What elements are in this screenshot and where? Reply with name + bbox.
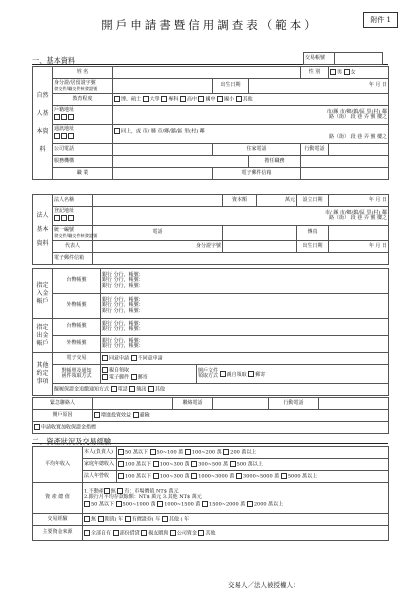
inc-opt: 100~200 萬: [191, 449, 222, 456]
contact-mobile-field[interactable]: [319, 398, 389, 410]
capital-field[interactable]: 萬元: [257, 195, 297, 207]
inc-opt: 50~100 萬: [156, 449, 184, 456]
out-fx-label: 外幣帳號: [53, 336, 101, 353]
corp-income-options: [117, 471, 389, 483]
edu-opt: 專科: [168, 96, 179, 103]
edu-checkbox[interactable]: [236, 96, 242, 102]
exp-checkbox[interactable]: [162, 516, 168, 522]
other-side: 其他約定事項: [33, 353, 53, 396]
tax-label: [53, 226, 98, 241]
in-fx-label: 外幣帳號: [53, 294, 101, 319]
out-account-side: 指定出金帳戶: [33, 319, 53, 353]
email-label: 電子郵件信箱: [213, 168, 301, 180]
exp-checkbox[interactable]: [84, 516, 90, 522]
edu-opt: 博、碩士: [121, 96, 142, 103]
income-label: 平均年收入: [33, 447, 83, 483]
natural-person-table: [32, 66, 389, 180]
corp-checkbox[interactable]: [236, 473, 242, 479]
natural-side-label: 自然人基本資料: [33, 67, 53, 180]
email-opt-label: 電子郵件: [109, 374, 130, 381]
gender-options: [329, 67, 389, 79]
edu-checkbox[interactable]: [161, 96, 167, 102]
job-label: 職 業: [53, 168, 113, 180]
apply-label: 申請收寬加收保證金指標: [41, 424, 97, 431]
exp-opt: 無: [91, 516, 97, 523]
home-phone-label: 住家電話: [213, 144, 301, 156]
corp-opt: 1000~3000 萬: [198, 473, 235, 480]
tot-opt: 50 萬以下: [91, 501, 114, 508]
bank-line: 銀行 分行，帳號：: [102, 296, 144, 303]
phone-label: 電話: [93, 226, 223, 241]
edu-opt: 其他: [242, 96, 253, 103]
reg-addr-text: 戶籍地址: [54, 107, 75, 113]
position-label: 擔任職務: [249, 156, 301, 168]
in-nt-label: 台幣帳號: [53, 269, 101, 294]
accounts-table: [32, 268, 389, 396]
reg-addr-label: [53, 106, 113, 125]
exp-opt: 年: [118, 516, 124, 523]
contact-phone-field[interactable]: [213, 398, 269, 410]
corp-checkbox[interactable]: [281, 473, 287, 479]
inc-checkbox[interactable]: [150, 449, 156, 455]
tax-label-sub: 發交件/職交件核發證號: [54, 233, 98, 238]
family-income-label: 家庭年總收入: [83, 459, 117, 471]
edu-options: [113, 94, 389, 106]
exp-opt: 其他: [168, 516, 179, 523]
est-field[interactable]: 年 月 日: [329, 195, 389, 207]
fax-field[interactable]: [329, 226, 389, 241]
fund-opt: 部份借貸: [119, 530, 140, 536]
tot-checkbox[interactable]: [84, 501, 90, 507]
corp-checkbox[interactable]: [118, 473, 124, 479]
rep-dob-label: 出生日期: [297, 241, 329, 253]
fax-label: 傳真: [297, 226, 329, 241]
fund-checkbox[interactable]: [170, 530, 176, 536]
trade-account-field[interactable]: [335, 53, 383, 65]
bank-line: 銀行 分行，帳號：: [102, 271, 144, 278]
legal-email-field[interactable]: [93, 253, 389, 265]
mobile-field[interactable]: [329, 144, 389, 156]
section-divider: [32, 443, 388, 444]
edu-checkbox[interactable]: [217, 96, 223, 102]
dep-label: 2.銀行月平均存款餘額：NT$: [84, 494, 150, 501]
mail-addr-field[interactable]: [113, 125, 389, 144]
mail-addr-text: 通訊地址: [54, 126, 75, 132]
in-nt-field[interactable]: [101, 269, 389, 294]
mail-line2: 路（街） 段 巷 弄 號 樓之: [329, 133, 387, 140]
self-income-label: 本人(負責人): [83, 447, 117, 459]
edu-label: 教育程度: [53, 94, 113, 106]
exp-opt: 期貨(: [104, 516, 117, 523]
legal-name-label: 法人名稱: [53, 195, 93, 207]
tot-checkbox[interactable]: [202, 501, 208, 507]
corp-checkbox[interactable]: [191, 473, 197, 479]
contact-phone-label: 聯絡電話: [173, 398, 213, 410]
mail2-label: 郵寄: [255, 371, 266, 378]
out-fx-field[interactable]: [101, 336, 389, 353]
self-income-options: [117, 447, 389, 459]
nt-label: NT$: [179, 494, 191, 501]
doc-label-2: 領取方式: [198, 373, 219, 379]
doc-cell: [197, 365, 389, 384]
inc-checkbox[interactable]: [185, 449, 191, 455]
reason-label: 開戶原因: [33, 410, 93, 422]
m-opt: 其他: [154, 386, 165, 393]
employer-label: 服務機構: [53, 156, 113, 168]
pickup-checkbox[interactable]: [102, 367, 108, 373]
fund-opt: 全部自有: [91, 530, 112, 536]
reg-addr-line1: 市/縣 市/鄉/鎮/區 里(村) 鄰: [326, 108, 387, 115]
gender-label: 性 別: [301, 67, 329, 79]
agree-checkbox[interactable]: [102, 355, 108, 361]
fund-checkbox[interactable]: [141, 530, 147, 536]
fam-opt: 300~500 萬: [198, 461, 229, 468]
bank-line: 銀行 分行，帳號：: [102, 343, 144, 349]
inc-checkbox[interactable]: [223, 449, 229, 455]
total-label: 資 產 總 值: [33, 483, 83, 514]
job-field[interactable]: [113, 168, 213, 180]
emerg-label: 緊急聯絡人: [33, 398, 93, 410]
bank-line: 銀行 分行，帳號：: [102, 307, 144, 314]
contact-mobile-label: 行動電話: [269, 398, 319, 410]
fund-checkbox[interactable]: [84, 530, 90, 536]
rep-id-label: 身分證字號: [93, 241, 223, 253]
disagree-label: 不同意申請: [137, 355, 163, 362]
exp-label: 交易經驗: [33, 514, 83, 526]
section-asset-title: 二、資產狀況及交易經驗: [32, 437, 112, 446]
edu-opt: 高中: [186, 96, 197, 103]
edu-checkbox[interactable]: [143, 96, 149, 102]
tot-opt: 1000~1500 萬: [164, 501, 201, 508]
legal-side-label: 法人基本資料: [33, 195, 53, 265]
bank-line: 銀行 分行，帳號：: [102, 277, 144, 284]
co-phone-label: 公司電話: [53, 144, 113, 156]
rep-label: 代表人: [53, 241, 93, 253]
reason-checkbox[interactable]: [94, 412, 100, 418]
name-label: 姓 名: [53, 67, 113, 79]
tot-opt: 1500~2000 萬: [209, 501, 246, 508]
exp-opt: 年: [155, 516, 161, 523]
corp-checkbox[interactable]: [153, 473, 159, 479]
legal-reg-text: 登記地址: [54, 208, 75, 214]
re-label: 1.不動產: [84, 488, 104, 495]
bank-line: 銀行 分行，帳號：: [102, 337, 144, 344]
out-nt-label: 台幣帳號: [53, 319, 101, 336]
m-checkbox[interactable]: [129, 386, 135, 392]
est-label: 設立日期: [297, 195, 329, 207]
contact-table: [32, 397, 389, 434]
pickup-label: 親自領取: [109, 367, 130, 374]
exp-options: 無 期貨( 年 有價證券( 年 其他 ( 年: [83, 514, 389, 526]
in-fx-field[interactable]: [101, 294, 389, 319]
legal-name-field[interactable]: [93, 195, 223, 207]
fam-checkbox[interactable]: [153, 461, 159, 467]
inc-checkbox[interactable]: [118, 449, 124, 455]
re-have-label: 有：市場價值 NT$: [124, 488, 167, 495]
unit-label: 萬元: [191, 494, 202, 501]
edu-checkbox[interactable]: [114, 96, 120, 102]
total-cell: [83, 483, 389, 514]
id-label: [53, 79, 113, 94]
post-checkbox[interactable]: [131, 374, 137, 380]
fund-options: [83, 526, 389, 541]
name-field[interactable]: [113, 67, 301, 79]
trade-account-box: [303, 52, 383, 65]
fund-label: 主要資金來源: [33, 526, 83, 541]
unit-label: 萬元: [151, 494, 162, 501]
in-account-side: 指定入金帳戶: [33, 269, 53, 319]
margin-label: 擬履保證金追繳通知方式: [54, 386, 110, 393]
corp-opt: 100 萬以下: [125, 473, 152, 480]
out-nt-field[interactable]: [101, 319, 389, 336]
m-opt: 電話: [117, 386, 128, 393]
legal-reg-line2: 路（街） 段 巷 弄 號 樓之: [329, 215, 387, 221]
capital-label: 資本額: [223, 195, 257, 207]
fund-opt: 親友贈與: [148, 530, 169, 536]
legal-email-label: 電子郵件信箱: [53, 253, 93, 265]
section-basic-title: 一、基本資料: [32, 56, 76, 65]
exp-opt: 有價證券(: [131, 516, 154, 523]
rep-dob-field[interactable]: 年 月 日: [329, 241, 389, 253]
exp-checkbox[interactable]: [125, 516, 131, 522]
bill-label-1: 對帳單及通知: [61, 367, 92, 374]
id-label-sub: 發交件/職交件核發證號: [54, 86, 98, 91]
corp-opt: 3000~5000 萬: [243, 473, 280, 480]
female-label: 女: [350, 69, 356, 76]
fam-checkbox[interactable]: [118, 461, 124, 467]
attachment-badge: 附件 1: [363, 12, 398, 28]
mail-addr-label: [53, 125, 113, 144]
fam-opt: 500 萬以上: [236, 461, 263, 468]
disagree-checkbox[interactable]: [131, 355, 137, 361]
bank-line: 銀行 分行，帳號：: [102, 282, 144, 289]
apply-checkbox[interactable]: [34, 424, 40, 430]
mail2-checkbox[interactable]: [248, 371, 254, 377]
bank-line: 銀行 分行，帳號：: [102, 302, 144, 309]
fam-opt: 100 萬以下: [125, 461, 152, 468]
m-checkbox[interactable]: [148, 386, 154, 392]
fund-opt: 其他: [205, 530, 216, 536]
bank-line: 銀行 分行，帳號：: [102, 326, 144, 332]
inc-opt: 50 萬以下: [125, 449, 148, 456]
edu-checkbox[interactable]: [198, 96, 204, 102]
etrade-options: [101, 353, 389, 365]
bank-line: 銀行 分行，帳號：: [102, 320, 144, 327]
legal-person-table: [32, 194, 389, 265]
reason-checkbox[interactable]: [133, 412, 139, 418]
corp-income-label: 法人年營收: [83, 471, 117, 483]
signature-label: 交易人／法人被授權人：: [228, 581, 300, 589]
rep-id-field[interactable]: [223, 241, 297, 253]
apply-row: [33, 422, 389, 434]
fund-opt: 公司資金: [176, 530, 197, 536]
edu-opt: 大學: [149, 96, 160, 103]
dob-label: 出生日期: [213, 79, 249, 94]
tot-opt: 2000 萬以上: [253, 501, 284, 508]
tax-label-main: 統一編號: [54, 226, 75, 233]
margin-row: [53, 384, 389, 396]
trade-account-label: 交易帳號: [304, 53, 335, 65]
corp-opt: 100~300 萬: [159, 473, 190, 480]
reg-addr-field[interactable]: [113, 106, 389, 125]
legal-reg-field[interactable]: [93, 207, 389, 226]
position-field[interactable]: [301, 156, 389, 168]
self-pick-label: 親自領取: [226, 371, 247, 378]
m-opt: 簡訊: [136, 386, 147, 393]
edu-opt: 國中: [205, 96, 216, 103]
reason-options: [93, 410, 389, 422]
fam-checkbox[interactable]: [191, 461, 197, 467]
male-label: 男: [337, 69, 343, 76]
fam-checkbox[interactable]: [230, 461, 236, 467]
email-field[interactable]: [301, 168, 389, 180]
reason-opt: 增進投資效益: [101, 412, 132, 419]
inc-opt: 200 萬以上: [230, 449, 257, 456]
m-checkbox[interactable]: [111, 386, 117, 392]
reason-opt: 避險: [139, 412, 150, 419]
email-checkbox[interactable]: [102, 374, 108, 380]
fam-opt: 100~300 萬: [159, 461, 190, 468]
assets-table: [32, 446, 389, 541]
same-checkbox[interactable]: [114, 128, 120, 134]
legal-reg-label: [53, 207, 93, 226]
bill-label: [53, 365, 101, 384]
mobile-label: 行動電話: [301, 144, 329, 156]
reg-addr-line2: 路（街） 段 巷 弄 號 樓之: [329, 114, 387, 120]
unit-label: 萬元: [168, 488, 179, 495]
exp-checkbox[interactable]: [98, 516, 104, 522]
doc-label-1: 開戶文件: [198, 367, 219, 374]
tot-checkbox[interactable]: [157, 501, 163, 507]
agree-label: 同意申請: [109, 355, 130, 362]
re-none-label: 無: [110, 488, 116, 495]
id-field[interactable]: [113, 79, 213, 94]
mail-line1: 市/ 縣 市/鄉/鎮/區 里(村) 鄰: [142, 128, 205, 135]
tot-checkbox[interactable]: [116, 501, 122, 507]
edu-checkbox[interactable]: [180, 96, 186, 102]
tot-checkbox[interactable]: [247, 501, 253, 507]
family-income-options: [117, 459, 389, 471]
emerg-field[interactable]: [93, 398, 173, 410]
fund-checkbox[interactable]: [198, 530, 204, 536]
same-label: 同上，或: [121, 128, 142, 135]
edu-opt: 國小: [224, 96, 235, 103]
employer-field[interactable]: [113, 156, 249, 168]
fund-checkbox[interactable]: [113, 530, 119, 536]
co-phone-field[interactable]: [113, 144, 213, 156]
id-label-main: 身分證/居留證字號: [54, 79, 96, 86]
post-label: 郵寄: [137, 374, 148, 381]
bill-label-2: 函件領取方式: [61, 373, 92, 379]
page-title: 開戶申請書暨信用調查表（範本）: [101, 18, 319, 32]
other-label: 3.其他: [162, 494, 178, 501]
male-checkbox[interactable]: [330, 69, 336, 75]
legal-reg-line1: 市/ 縣 市/鄉/鎮/區 里(村) 鄰: [325, 209, 387, 216]
year-label: 年: [184, 516, 190, 523]
bill-options: [101, 365, 197, 384]
phone-field[interactable]: [223, 226, 297, 241]
tot-opt: 500~1000 萬: [122, 501, 156, 508]
corp-opt: 5000 萬以上: [287, 473, 318, 480]
female-checkbox[interactable]: [344, 69, 350, 75]
dob-field[interactable]: 年 月 日: [249, 79, 389, 94]
self-pick-checkbox[interactable]: [220, 371, 226, 377]
etrade-label: 電子交易: [53, 353, 101, 365]
